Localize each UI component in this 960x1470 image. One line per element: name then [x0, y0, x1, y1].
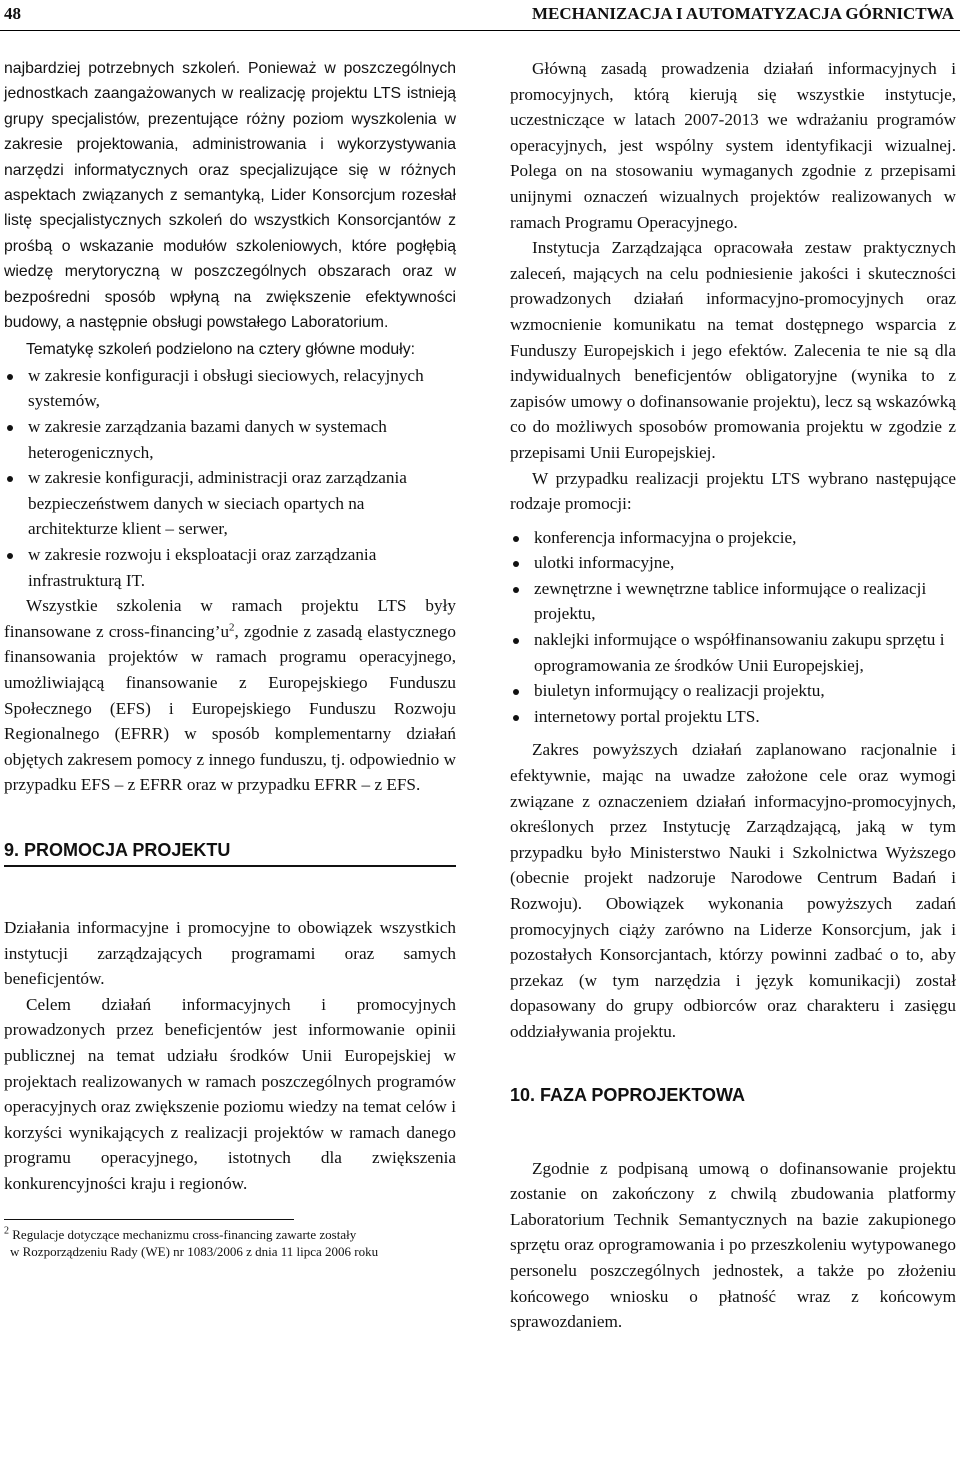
section-9-heading: 9. PROMOCJA PROJEKTU — [4, 840, 456, 867]
left-column — [4, 56, 456, 1260]
left-paragraph-3: Wszystkie szkolenia w ramach projektu LTS były finansowane z cross-$financing’u^2$, zgodnie z zasadą elastycznego finansowania projektów w ramach programu operacyjnego, umożliwiającą finansowanie z Europejskiego Funduszu Społecznego (EFS) i Europejskiego Funduszu Rozwoju Regionalnego (EFRR) w sposób komplementarny działań objętych zakresem pomocy z innego funduszu, tj. odpowiednio w przypadku EFS – z EFRR oraz w przypadku EFRR – z EFS. — [4, 596, 456, 795]
page-number: 48 — [4, 4, 21, 23]
list-item: konferencja informacyjna o projekcie, — [510, 525, 956, 551]
right-paragraph-1: Główną zasadą prowadzenia działań informacyjnych i promocyjnych, którą kierują się wszystkie instytucje, uczestniczące w latach 2007-2013 we wdrażaniu programów operacyjnych, jest wspólny system identyfikacji wizualnej. Polega on na stosowaniu wymaganych zgodnie z przepisami unijnymi oznaczeń wizualnych projektów realizowanych w ramach Programu Operacyjnego. — [510, 59, 956, 232]
right-paragraph-4: Zakres powyższych działań zaplanowano racjonalnie i efektywnie, mając na uwadze założone cele oraz wymogi związane z oznaczeniem działań informacyjno-promocyjnych, określonych przez Instytucję Zarządzającą, jaką w tym przypadku było Ministerstwo Nauki i Szkolnictwa Wyższego (obecnie projekt nadzoruje Narodowe Centrum Badań i Rozwoju). Obowiązek wykonania powyższych zadań promocyjnych ciąży zarówno na Liderze Konsorcjum, jak i pozostałych Konsorcjantach, którzy powinni zadbać o to, aby przekaz (w tym narzędzia i język komunikacji) został dopasowany do grupy odbiorców oraz charakteru i zasięgu oddziaływania projektu. — [510, 740, 956, 1041]
footnote-divider — [4, 1219, 294, 1220]
footnote-ref: 2 — [229, 621, 235, 634]
bullet-icon — [513, 715, 519, 721]
bullet-icon — [513, 638, 519, 644]
bullet-icon — [513, 587, 519, 593]
list-item: w zakresie zarządzania bazami danych w systemach heterogenicznych, — [4, 414, 456, 465]
right-paragraph-5: Zgodnie z podpisaną umową o dofinansowanie projektu zostanie on zakończony z chwilą zbudowania platformy Laboratorium Technik Semantycznych na bazie zakupionego sprzętu oraz oprogramowania i po przeszkoleniu wytypowanego personelu poszczególnych jednostek, a także po złożeniu końcowego wniosku o płatność wraz z końcowym sprawozdaniem. — [510, 1158, 956, 1332]
right-paragraph-2: Instytucja Zarządzająca opracowała zestaw praktycznych zaleceń, mających na celu podniesienie jakości i skuteczności prowadzonych działań informacyjno-promocyjnych oraz wzmocnienie komunikatu na temat dostępnego wsparcia z Funduszy Europejskich i jego efektów. Zalecenia te nie są dla indywidualnych beneficjentów obligatoryjne (wynika to z zapisów umowy o dofinansowanie projektu), lecz są wskazówką co do możliwych sposobów promowania projektu w zgodzie z przepisami Unii Europejskiej. — [510, 238, 956, 462]
journal-title: MECHANIZACJA I AUTOMATYZACJA GÓRNICTWA — [531, 4, 954, 23]
bullet-icon — [7, 374, 13, 380]
list-item: zewnętrzne i wewnętrzne tablice informujące o realizacji projektu, — [510, 576, 956, 627]
bullet-icon — [7, 476, 13, 482]
list-item: naklejki informujące o współfinansowaniu zakupu sprzętu i oprogramowania ze środków Unii Europejskiej, — [510, 627, 956, 678]
left-paragraph-4: Działania informacyjne i promocyjne to obowiązek wszystkich instytucji zarządzających programami oraz samych beneficjentów. — [4, 917, 456, 989]
list-item: w zakresie konfiguracji, administracji oraz zarządzania bezpieczeństwem danych w sieciach opartych na architekturze klient – serwer, — [4, 465, 456, 542]
section-10-heading: 10. FAZA POPROJEKTOWA — [510, 1084, 746, 1105]
left-paragraph-1: najbardziej potrzebnych szkoleń. Ponieważ w poszczególnych jednostkach zaangażowanych w realizację projektu LTS istnieją grupy specjalistów, prezentujące różny poziom wyszkolenia w zakresie projektowania, administrowania i wykorzystywania narzędzi informatycznych oraz specjalizujące się w różnych aspektach związanych z semantyką, Lider Konsorcjum rozesłał listę specjalistycznych szkoleń do wszystkich Konsorcjantów z prośbą o wskazanie modułów szkoleniowych, które pogłębią wiedzę merytoryczną w poszczególnych obszarach oraz w bezpośredni sposób wpłyną na zwiększenie efektywności budowy, a następnie obsługi powstałego Laboratorium. — [4, 60, 456, 332]
right-paragraph-3: W przypadku realizacji projektu LTS wybrano następujące rodzaje promocji: — [510, 468, 956, 514]
list-item: internetowy portal projektu LTS. — [510, 704, 956, 730]
left-paragraph-2: Tematykę szkoleń podzielono na cztery główne moduły: — [26, 341, 415, 359]
bullet-icon — [513, 689, 519, 695]
footnote: $^2$ Regulacje dotyczące mechanizmu cross-financing zawarte zostały w Rozporządzeniu Rady (WE) nr 1083/2006 z dnia 11 lipca 2006 roku — [4, 1225, 379, 1259]
bullet-icon — [513, 561, 519, 567]
right-column — [510, 56, 956, 1335]
list-item: biuletyn informujący o realizacji projektu, — [510, 678, 956, 704]
bullet-icon — [7, 425, 13, 431]
list-item: ulotki informacyjne, — [510, 550, 956, 576]
promotions-list — [510, 525, 956, 730]
bullet-icon — [7, 553, 13, 559]
list-item: w zakresie konfiguracji i obsługi sieciowych, relacyjnych systemów, — [4, 363, 456, 414]
footnote-number: 2 — [4, 1225, 9, 1237]
list-item: w zakresie rozwoju i eksploatacji oraz zarządzania infrastrukturą IT. — [4, 542, 456, 593]
modules-list — [4, 363, 456, 593]
bullet-icon — [513, 536, 519, 542]
left-paragraph-5: Celem działań informacyjnych i promocyjnych prowadzonych przez beneficjentów jest informowanie opinii publicznej na temat udziału środków Unii Europejskiej w projektach realizowanych w ramach poszczególnych programów operacyjnych oraz zwiększenie poziomu wiedzy na temat celów i korzyści wynikających z realizacji projektów w ramach danego programu operacyjnego, istotnych dla zwiększenia konkurencyjności kraju i regionów. — [4, 994, 456, 1193]
page-header — [0, 0, 960, 31]
